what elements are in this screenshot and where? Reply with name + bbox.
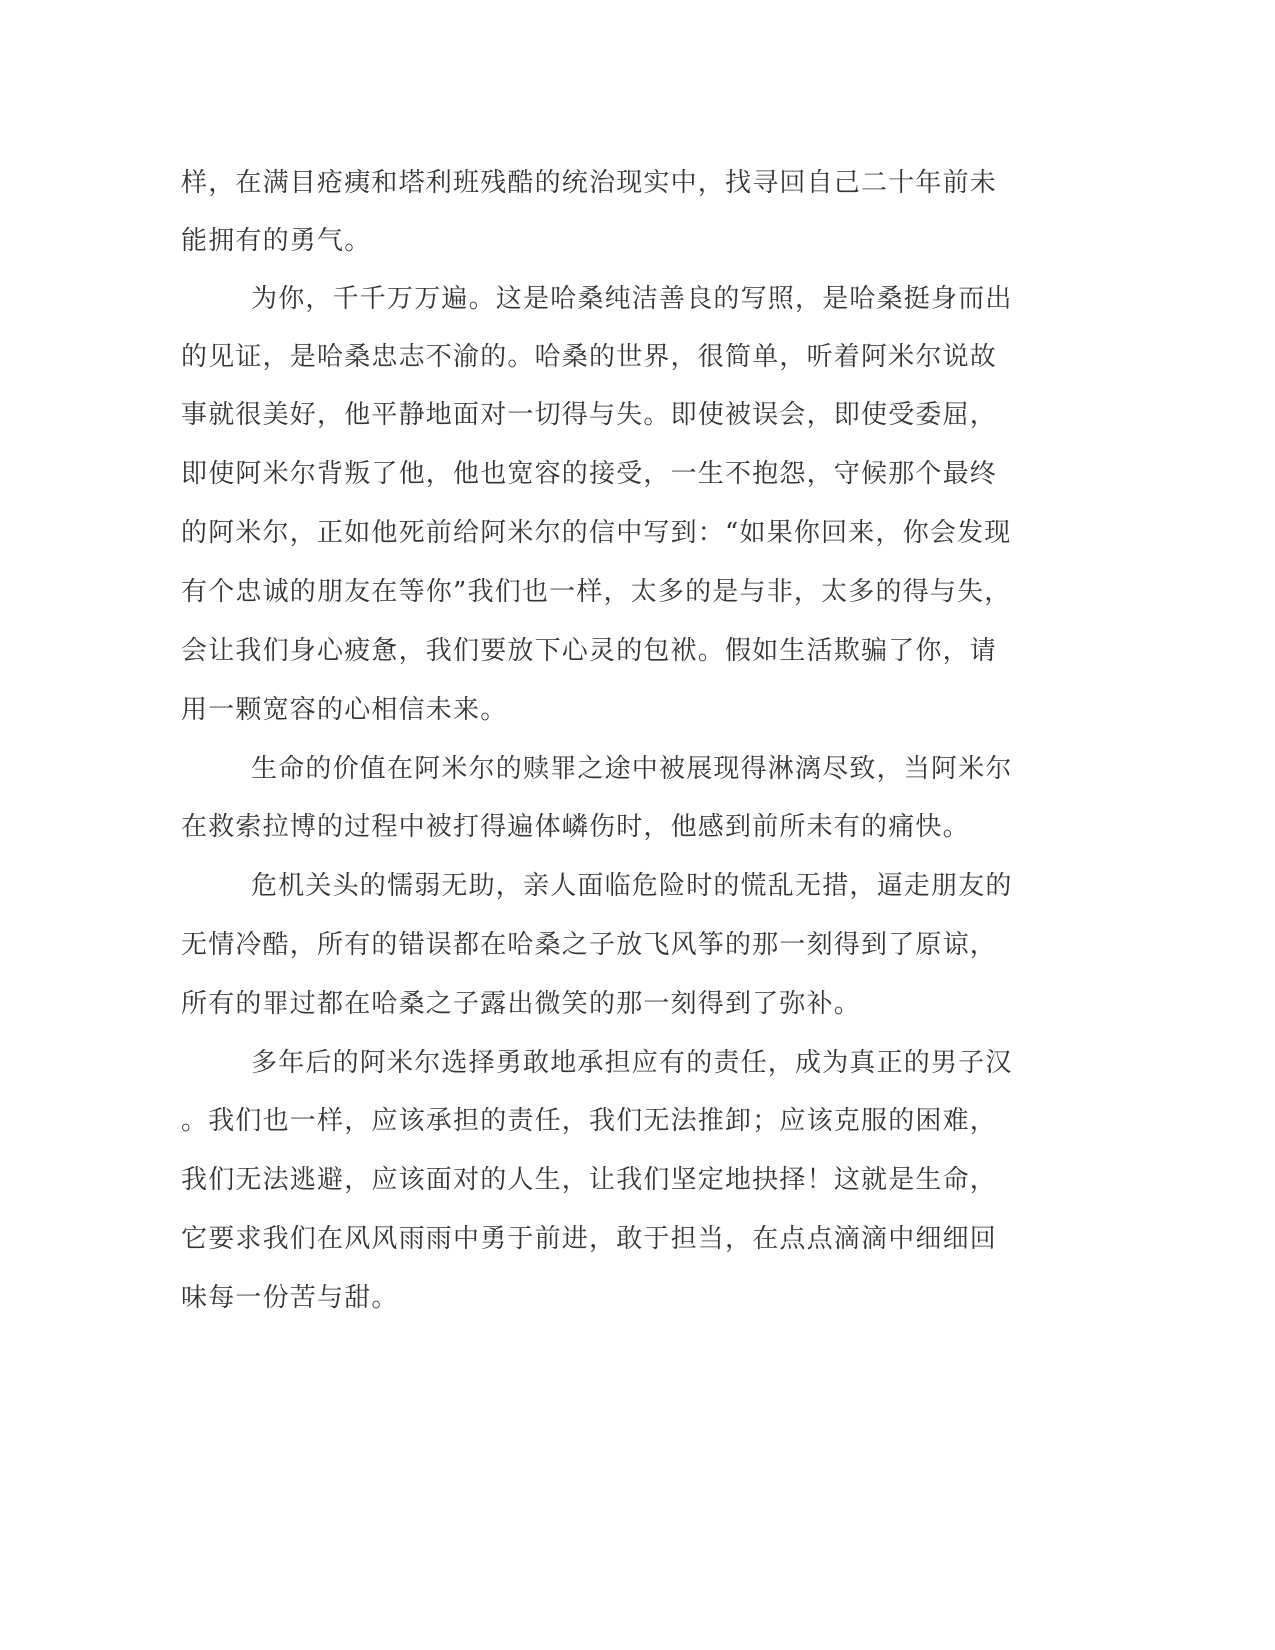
- paragraph-5-line-2: 。我们也一样，应该承担的责任，我们无法推卸；应该克服的困难，: [181, 1106, 998, 1136]
- paragraph-4-line-3: 所有的罪过都在哈桑之子露出微笑的那一刻得到了弥补。: [181, 989, 862, 1019]
- paragraph-5-line-3: 我们无法逃避，应该面对的人生，让我们坚定地抉择！这就是生命，: [181, 1165, 998, 1195]
- paragraph-2-line-2: 的见证，是哈桑忠志不渝的。哈桑的世界，很简单，听着阿米尔说故: [181, 342, 998, 372]
- paragraph-1-line-1: 样，在满目疮痍和塔利班残酷的统治现实中，找寻回自己二十年前未: [181, 168, 998, 198]
- paragraph-2-line-5: 的阿米尔，正如他死前给阿米尔的信中写到：“如果你回来，你会发现: [181, 518, 1012, 548]
- paragraph-2-line-7: 会让我们身心疲惫，我们要放下心灵的包袱。假如生活欺骗了你，请: [181, 636, 998, 666]
- paragraph-5-line-4: 它要求我们在风风雨雨中勇于前进，敢于担当，在点点滴滴中细细回: [181, 1224, 998, 1254]
- paragraph-4-line-2: 无情冷酷，所有的错误都在哈桑之子放飞风筝的那一刻得到了原谅，: [181, 930, 998, 960]
- paragraph-1-line-2: 能拥有的勇气。: [181, 226, 372, 256]
- paragraph-2-line-1: 为你，千千万万遍。这是哈桑纯洁善良的写照，是哈桑挺身而出: [251, 284, 1013, 314]
- paragraph-3-line-2: 在救索拉博的过程中被打得遍体嶙伤时，他感到前所未有的痛快。: [181, 812, 970, 842]
- paragraph-2-line-6: 有个忠诚的朋友在等你”我们也一样，太多的是与非，太多的得与失，: [181, 577, 1012, 607]
- paragraph-2-line-8: 用一颗宽容的心相信未来。: [181, 695, 508, 725]
- paragraph-5-line-5: 味每一份苦与甜。: [181, 1283, 399, 1313]
- paragraph-4-line-1: 危机关头的懦弱无助，亲人面临危险时的慌乱无措，逼走朋友的: [251, 871, 1013, 901]
- paragraph-5-line-1: 多年后的阿米尔选择勇敢地承担应有的责任，成为真正的男子汉: [251, 1048, 1013, 1078]
- paragraph-2-line-4: 即使阿米尔背叛了他，他也宽容的接受，一生不抱怨，守候那个最终: [181, 459, 998, 489]
- paragraph-3-line-1: 生命的价值在阿米尔的赎罪之途中被展现得淋漓尽致，当阿米尔: [251, 754, 1013, 784]
- paragraph-2-line-3: 事就很美好，他平静地面对一切得与失。即使被误会，即使受委屈，: [181, 400, 998, 430]
